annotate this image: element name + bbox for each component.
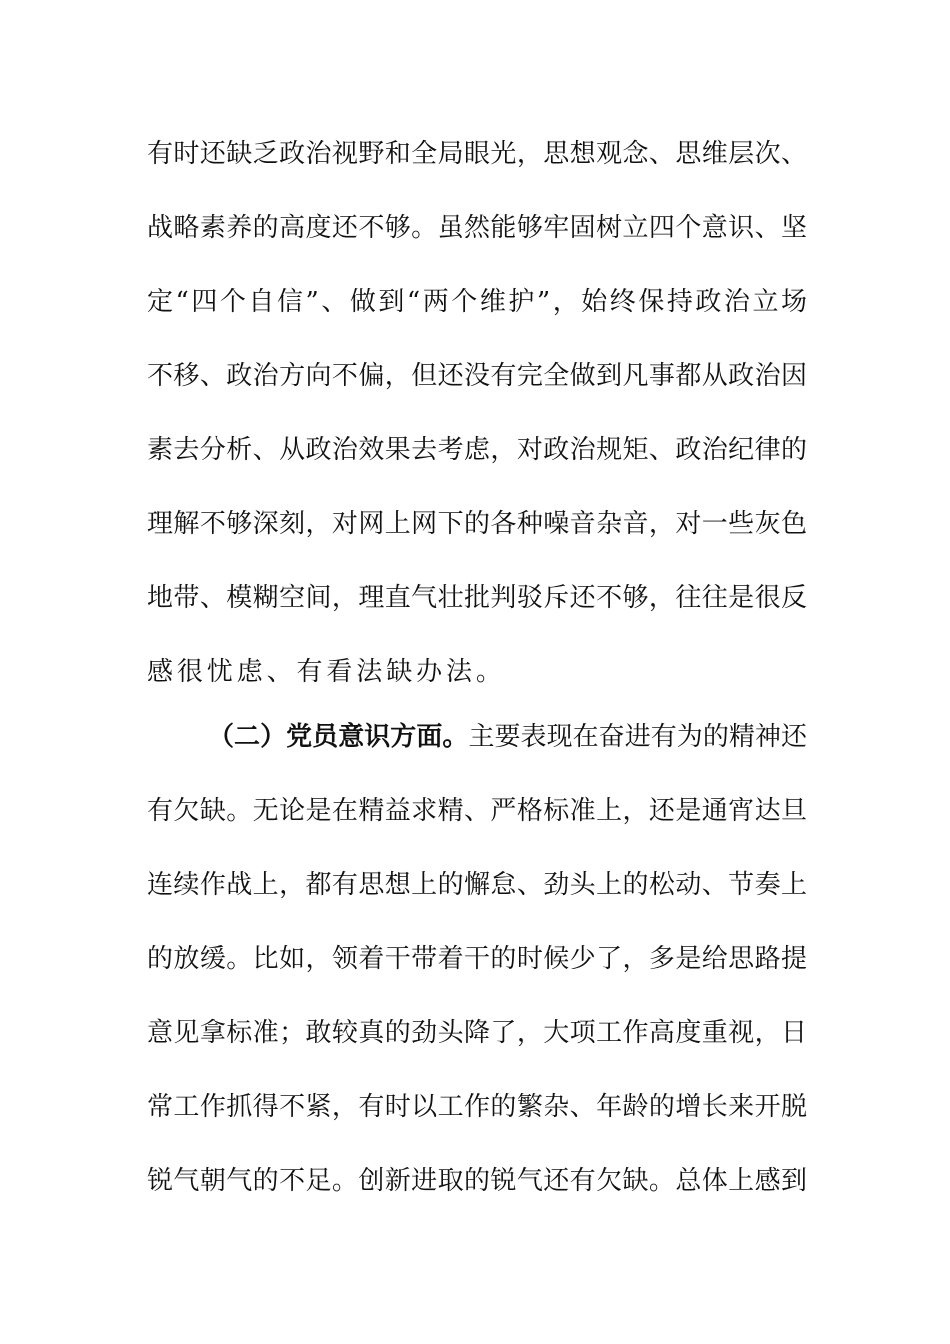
section-first-line-text: 主要表现在奋进有为的精神还 [468, 722, 807, 752]
paragraph-line: 地带、模糊空间，理直气壮批判驳斥还不够，往往是很反 [147, 583, 807, 613]
paragraph-line: 理解不够深刻，对网上网下的各种噪音杂音，对一些灰色 [147, 509, 807, 539]
section-first-line [208, 717, 807, 757]
paragraph-line: 不移、政治方向不偏，但还没有完全做到凡事都从政治因 [147, 361, 807, 391]
paragraph-line: 意见拿标准；敢较真的劲头降了，大项工作高度重视，日 [147, 1018, 807, 1048]
paragraph-line: 锐气朝气的不足。创新进取的锐气还有欠缺。总体上感到 [147, 1166, 807, 1196]
paragraph-line: 感很忧虑、有看法缺办法。 [147, 657, 506, 687]
paragraph-line: 的放缓。比如，领着干带着干的时候少了，多是给思路提 [147, 944, 807, 974]
paragraph-line: 常工作抓得不紧，有时以工作的繁杂、年龄的增长来开脱 [147, 1092, 807, 1122]
paragraph-line: 战略素养的高度还不够。虽然能够牢固树立四个意识、坚 [147, 213, 807, 243]
paragraph-line: 定“四个自信”、做到“两个维护”，始终保持政治立场 [147, 287, 807, 317]
paragraph-line: 连续作战上，都有思想上的懈怠、劲头上的松动、节奏上 [147, 870, 807, 900]
paragraph-line: 素去分析、从政治效果去考虑，对政治规矩、政治纪律的 [147, 435, 807, 465]
paragraph-line: 有时还缺乏政治视野和全局眼光，思想观念、思维层次、 [147, 139, 807, 169]
paragraph-line: 有欠缺。无论是在精益求精、严格标准上，还是通宵达旦 [147, 796, 807, 826]
section-heading: （二）党员意识方面。 [208, 722, 469, 752]
